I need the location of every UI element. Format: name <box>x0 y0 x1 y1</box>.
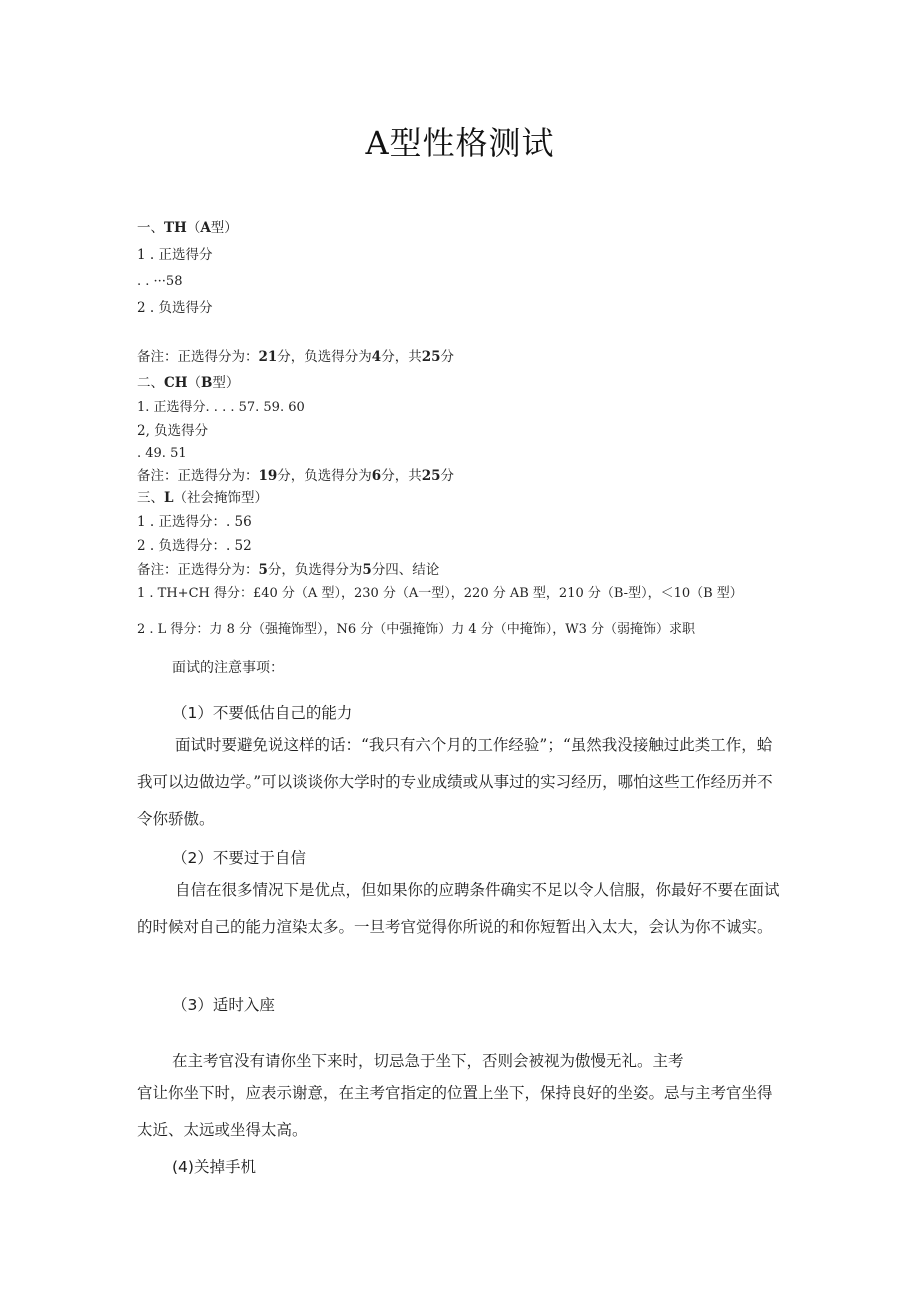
section2-note-value2: 6 <box>371 468 382 484</box>
section2-note-value3: 25 <box>421 468 441 484</box>
section2-note <box>137 468 454 484</box>
section2-line2: 2, 负选得分 <box>137 423 209 439</box>
interview-intro: 面试的注意事项： <box>172 660 284 676</box>
section2-note-value1: 19 <box>258 468 278 484</box>
section2-note-prefix: 备注：正选得分为： <box>137 468 259 484</box>
section3-line2: 2 . 负选得分：. 52 <box>137 538 252 554</box>
section3-heading-code: L <box>164 490 174 506</box>
conclusion-line2: 2 . L 得分：力 8 分（强掩饰型），N6 分（中强掩饰）力 4 分（中掩饰），W3 分（弱掩饰）求职 <box>137 622 696 637</box>
tip1-body: 面试时要避免说这样的话：“我只有六个月的工作经验”；“虽然我没接触过此类工作，蛤我可以边做边学。”可以谈谈你大学时的专业成绩或从事过的实习经历，哪怕这些工作经历并不令你骄傲。 <box>137 736 773 828</box>
tip4-title: (4)关掉手机 <box>172 1158 256 1176</box>
tip2-title <box>172 846 306 868</box>
tip3-title <box>172 993 275 1015</box>
section2-note-mid1: 分，负选得分为 <box>277 468 372 484</box>
section1-heading <box>137 220 238 236</box>
section3-heading <box>137 490 268 506</box>
section1-line2: . . ···58 <box>137 274 183 289</box>
section3-note-mid1: 分，负选得分为 <box>267 562 363 578</box>
section1-note-value3: 25 <box>421 349 441 365</box>
section2-heading-prefix: 二、 <box>137 375 164 391</box>
section3-line1: 1 . 正选得分：. 56 <box>137 514 252 530</box>
tip1-title <box>172 701 352 723</box>
section1-note-mid1: 分，负选得分为 <box>277 349 372 365</box>
tip3-body-rest: 官让你坐下时，应表示谢意，在主考官指定的位置上坐下，保持良好的坐姿。忌与主考官坐得太近、太远或坐得太高。 <box>137 1084 773 1139</box>
tip3-title-text: （3）适时入座 <box>172 996 275 1014</box>
section2-note-mid2: 分，共 <box>381 468 422 484</box>
section3-heading-suffix: （社会掩饰型） <box>173 490 268 506</box>
section2-heading-code: CH <box>164 375 188 391</box>
section3-note-prefix: 备注：正选得分为： <box>137 562 259 578</box>
section1-heading-prefix: 一、 <box>137 220 164 236</box>
section1-note-value2: 4 <box>371 349 382 365</box>
section2-line1: 1. 正选得分. . . . 57. 59. 60 <box>137 400 305 415</box>
section2-line3: . 49. 51 <box>137 446 187 461</box>
section2-heading <box>137 375 239 391</box>
section3-note-value2: 5 <box>362 562 372 578</box>
section1-note-suffix: 分 <box>440 349 454 365</box>
tip2-body: 自信在很多情况下是优点，但如果你的应聘条件确实不足以令人信服，你最好不要在面试的时候对自己的能力渲染太多。一旦考官觉得你所说的和你短暂出入太大，会认为你不诚实。 <box>137 881 780 936</box>
section3-note <box>137 562 439 578</box>
section1-heading-type: A <box>200 220 211 236</box>
section1-line1: 1 . 正选得分 <box>137 247 213 263</box>
section1-note-prefix: 备注：正选得分为： <box>137 349 259 365</box>
conclusion-line1: 1 . TH+CH 得分：£40 分（A 型），230 分（A一型），220 分 AB 型，210 分（B-型），＜10（B 型） <box>137 586 743 601</box>
page-title: A型性格测试 <box>365 124 555 162</box>
section1-heading-suffix: 型） <box>210 220 238 236</box>
section1-heading-code: TH <box>164 220 187 236</box>
section1-note-value1: 21 <box>258 349 278 365</box>
section1-note <box>137 349 454 365</box>
section2-note-suffix: 分 <box>440 468 454 484</box>
section2-heading-suffix: 型） <box>212 375 240 391</box>
tip1-title-text: （1）不要低估自己的能力 <box>172 704 353 722</box>
tip2-title-text: （2）不要过于自信 <box>172 849 306 867</box>
section3-note-suffix: 分四、结论 <box>371 562 440 578</box>
tip3-body-line1: 在主考官没有请你坐下来时，切忌急于坐下，否则会被视为傲慢无礼。主考 <box>172 1052 684 1070</box>
section3-note-value1: 5 <box>258 562 268 578</box>
section1-line3: 2 . 负选得分 <box>137 300 213 316</box>
section1-heading-paren: （ <box>186 220 201 236</box>
section1-note-mid2: 分，共 <box>381 349 422 365</box>
section2-heading-paren: （ <box>187 375 201 391</box>
section3-heading-prefix: 三、 <box>137 490 164 506</box>
section2-heading-type: B <box>201 375 213 391</box>
